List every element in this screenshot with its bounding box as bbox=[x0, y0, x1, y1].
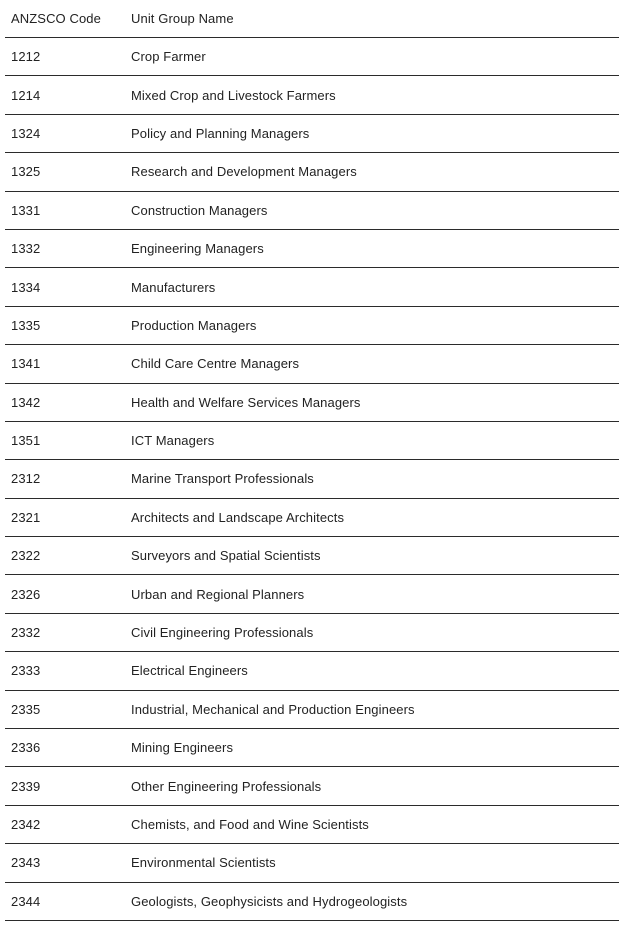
cell-unit-group-name: Urban and Regional Planners bbox=[131, 586, 305, 602]
table-row bbox=[5, 614, 619, 652]
table-row bbox=[5, 844, 619, 882]
table-row bbox=[5, 268, 619, 306]
cell-unit-group-name: Engineering Managers bbox=[131, 241, 264, 257]
cell-code: 2326 bbox=[11, 586, 41, 602]
table-row bbox=[5, 652, 619, 690]
cell-code: 1332 bbox=[11, 241, 41, 257]
cell-code: 2322 bbox=[11, 548, 41, 564]
table-row bbox=[5, 307, 619, 345]
cell-code: 1341 bbox=[11, 356, 41, 372]
cell-unit-group-name: Chemists, and Food and Wine Scientists bbox=[131, 817, 369, 832]
cell-code: 2342 bbox=[11, 817, 41, 832]
table-row bbox=[5, 575, 619, 613]
table-row bbox=[5, 192, 619, 230]
cell-code: 2344 bbox=[11, 893, 41, 909]
cell-code: 2321 bbox=[11, 509, 41, 525]
cell-unit-group-name: Civil Engineering Professionals bbox=[131, 625, 314, 641]
cell-unit-group-name: Child Care Centre Managers bbox=[131, 356, 300, 372]
cell-code: 1212 bbox=[11, 49, 41, 65]
table-row bbox=[5, 153, 619, 191]
cell-unit-group-name: Geologists, Geophysicists and Hydrogeologists bbox=[131, 893, 408, 909]
cell-unit-group-name: Architects and Landscape Architects bbox=[131, 509, 345, 525]
cell-unit-group-name: Surveyors and Spatial Scientists bbox=[131, 548, 321, 564]
cell-code: 2343 bbox=[11, 855, 41, 871]
table-row bbox=[5, 537, 619, 575]
cell-code: 2332 bbox=[11, 625, 41, 641]
cell-code: 1324 bbox=[11, 125, 41, 141]
cell-unit-group-name: Construction Managers bbox=[131, 202, 268, 218]
cell-unit-group-name: Mining Engineers bbox=[131, 740, 234, 756]
cell-unit-group-name: Manufacturers bbox=[131, 279, 216, 295]
cell-code: 1214 bbox=[11, 87, 41, 103]
column-header-code: ANZSCO Code bbox=[11, 11, 101, 26]
cell-unit-group-name: Other Engineering Professionals bbox=[131, 778, 322, 794]
column-header-name: Unit Group Name bbox=[131, 11, 234, 26]
cell-code: 1331 bbox=[11, 202, 41, 218]
cell-code: 2335 bbox=[11, 701, 41, 717]
cell-unit-group-name: Research and Development Managers bbox=[131, 164, 357, 180]
cell-unit-group-name: Health and Welfare Services Managers bbox=[131, 394, 361, 410]
table-row bbox=[5, 883, 619, 921]
cell-code: 1335 bbox=[11, 317, 41, 333]
cell-unit-group-name: Marine Transport Professionals bbox=[131, 471, 314, 487]
cell-code: 2336 bbox=[11, 740, 41, 756]
cell-unit-group-name: Environmental Scientists bbox=[131, 855, 276, 871]
occupation-table bbox=[5, 0, 619, 921]
table-row bbox=[5, 384, 619, 422]
cell-unit-group-name: Mixed Crop and Livestock Farmers bbox=[131, 87, 336, 103]
table-row bbox=[5, 691, 619, 729]
table-row bbox=[5, 38, 619, 76]
cell-unit-group-name: Industrial, Mechanical and Production Engineers bbox=[131, 701, 415, 717]
cell-unit-group-name: Policy and Planning Managers bbox=[131, 125, 310, 141]
cell-unit-group-name: Production Managers bbox=[131, 317, 257, 333]
table-row bbox=[5, 115, 619, 153]
table-row bbox=[5, 729, 619, 767]
cell-unit-group-name: ICT Managers bbox=[131, 433, 215, 449]
cell-code: 2312 bbox=[11, 471, 41, 487]
cell-code: 2339 bbox=[11, 778, 41, 794]
cell-code: 1334 bbox=[11, 279, 41, 295]
table-row bbox=[5, 460, 619, 498]
table-row bbox=[5, 230, 619, 268]
cell-code: 2333 bbox=[11, 663, 41, 679]
table-row bbox=[5, 767, 619, 805]
table-header-row bbox=[5, 0, 619, 38]
cell-code: 1325 bbox=[11, 164, 41, 180]
cell-unit-group-name: Crop Farmer bbox=[131, 49, 206, 65]
table-row bbox=[5, 499, 619, 537]
table-row bbox=[5, 422, 619, 460]
cell-code: 1351 bbox=[11, 433, 41, 449]
table-row bbox=[5, 806, 619, 844]
cell-code: 1342 bbox=[11, 394, 41, 410]
table-row bbox=[5, 76, 619, 114]
cell-unit-group-name: Electrical Engineers bbox=[131, 663, 248, 679]
table-row bbox=[5, 345, 619, 383]
table-body bbox=[5, 38, 619, 921]
